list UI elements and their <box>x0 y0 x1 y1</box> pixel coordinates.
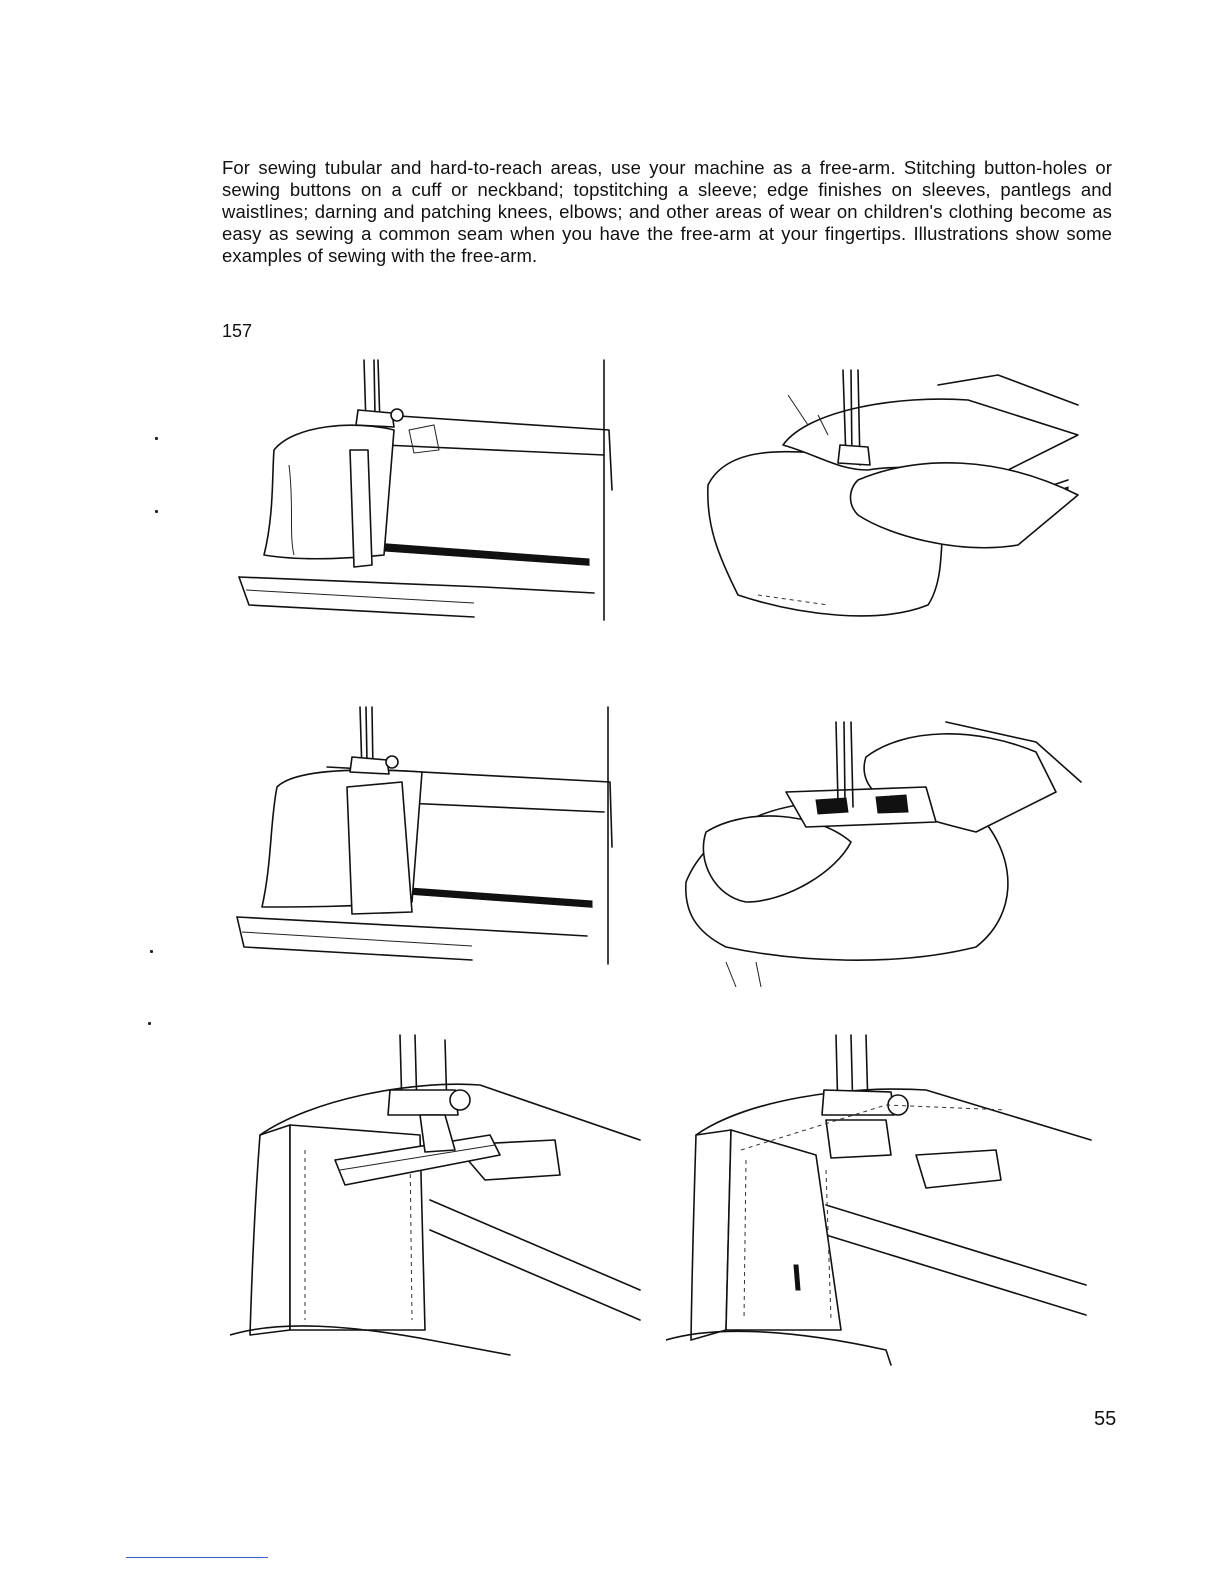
footer-rule <box>126 1557 268 1558</box>
figure-number: 157 <box>222 321 253 341</box>
illustration-darning <box>676 712 1088 992</box>
intro-paragraph: For sewing tubular and hard-to-reach areas, use your machine as a free-arm. Stitching button-holes or sewing buttons on a cuff or neckband; topstitching a sleeve; edge finishes on sleeves, pantlegs and waistlines; darning and patching knees, elbows; and other areas of wear on children's clothing become as easy as sewing a common seam when you have the free-arm at your fingertips. Illustrations show some examples of sewing with the free-arm. <box>222 156 1112 266</box>
illustration-topstitch-foot <box>666 1030 1096 1375</box>
illustration-sleeve-cuff <box>234 355 624 625</box>
margin-mark <box>155 437 158 440</box>
margin-mark <box>148 1022 151 1025</box>
illustration-hands-top <box>698 355 1088 630</box>
illustration-buttonhole-foot <box>230 1030 645 1365</box>
margin-mark <box>155 510 158 513</box>
page-number: 55 <box>1094 1408 1117 1430</box>
illustration-waistband <box>232 702 622 974</box>
margin-mark <box>150 950 153 953</box>
